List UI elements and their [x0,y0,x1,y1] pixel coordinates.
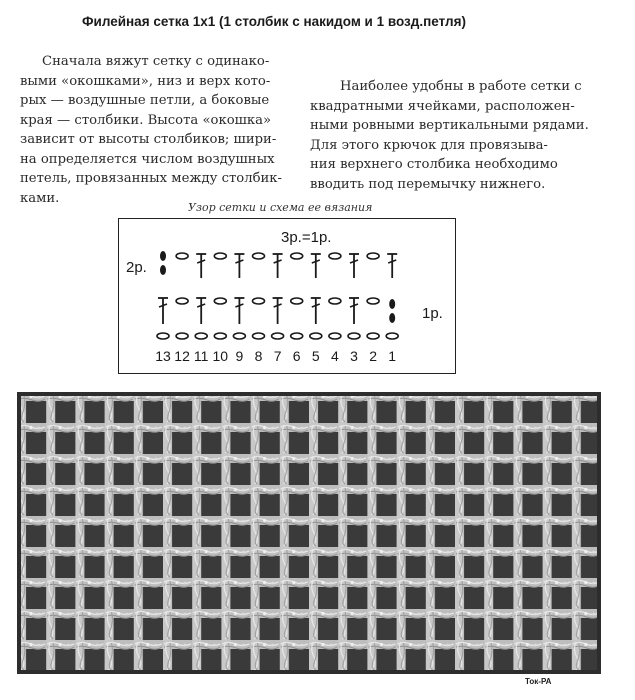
chain-stitch-mark [253,298,265,304]
stitch-number: 1 [388,348,397,364]
stitch-number: 4 [331,348,339,364]
chain-stitch-mark [214,333,226,339]
chain-stitch-mark [253,333,265,339]
stitch-number: 13 [155,348,171,364]
credit-label: Ток-РА [525,677,552,686]
page-title: Филейная сетка 1х1 (1 столбик с накидом и 1 возд.петля) [82,14,466,29]
text-line: зависит от высоты столбиков; шири- [20,132,277,147]
chain-stitch-mark [214,253,226,259]
diagram-caption: Узор сетки и схема ее вязания [188,201,373,214]
text-line: ными ровными вертикальными рядами. [310,118,589,133]
chain-stitch-mark [176,298,188,304]
stitch-number: 12 [174,348,190,364]
chain-stitch-mark [329,333,341,339]
text-line: рых — воздушные петли, а боковые [20,93,270,108]
text-line: ками. [20,190,60,206]
stitch-number: 7 [273,348,282,364]
chain-stitch-mark [291,253,303,259]
chain-stitch-mark [157,333,169,339]
chain-stitch-mark [348,333,360,339]
chain-stitch-mark [329,298,341,304]
chain-stitch-mark [310,333,322,339]
chain-stitch-mark [367,333,379,339]
text-line: ния верхнего столбика необходимо [310,157,558,172]
stitch-number: 11 [193,348,209,364]
stitch-number-row [155,348,396,364]
stitch-number: 3 [350,348,358,364]
chain-stitch-mark [176,333,188,339]
stitch-number: 2 [369,348,377,364]
left-text-column [20,52,296,208]
chain-stitch-mark [367,253,379,259]
turning-chain-mark [160,251,166,261]
chain-stitch-mark [233,333,245,339]
right-text-column [310,77,596,194]
stitch-number: 5 [311,348,320,364]
text-line: на определяется числом воздушных [20,151,275,167]
turning-chain-mark [389,299,395,309]
stitch-number: 9 [235,348,244,364]
chain-stitch-mark [176,253,188,259]
chain-stitch-mark [329,253,341,259]
row2-label: 2р. [126,259,147,276]
crochet-chart [118,218,456,374]
turning-chain-mark [160,265,166,275]
text-line: Наиболее удобны в работе сетки с [340,79,582,94]
text-line: Для этого крючок для провязыва- [310,137,548,153]
text-line: петель, провязанных между столбик- [20,171,282,186]
stitch-number: 8 [254,348,263,364]
row1-label: 1р. [422,305,443,322]
text-line: квадратными ячейками, расположен- [310,98,575,114]
chain-stitch-mark [386,333,398,339]
text-line: вводить под перемычку нижнего. [310,176,546,192]
chain-stitch-mark [195,333,207,339]
chain-stitch-mark [291,298,303,304]
text-line: Сначала вяжут сетку с одинако- [42,54,270,69]
text-line: выми «окошками», низ и верх кото- [20,73,271,89]
mesh-photo-icon [17,392,601,674]
chain-stitch-mark [253,253,265,259]
stitch-number: 6 [292,348,301,364]
repeat-label: 3р.=1р. [281,229,332,246]
chain-stitch-mark [272,333,284,339]
text-line: края — столбики. Высота «окошка» [20,112,272,128]
stitch-number: 10 [212,348,229,364]
chain-stitch-mark [367,298,379,304]
chart-marks [157,251,398,339]
chain-stitch-mark [291,333,303,339]
turning-chain-mark [389,313,395,323]
chain-stitch-mark [214,298,226,304]
